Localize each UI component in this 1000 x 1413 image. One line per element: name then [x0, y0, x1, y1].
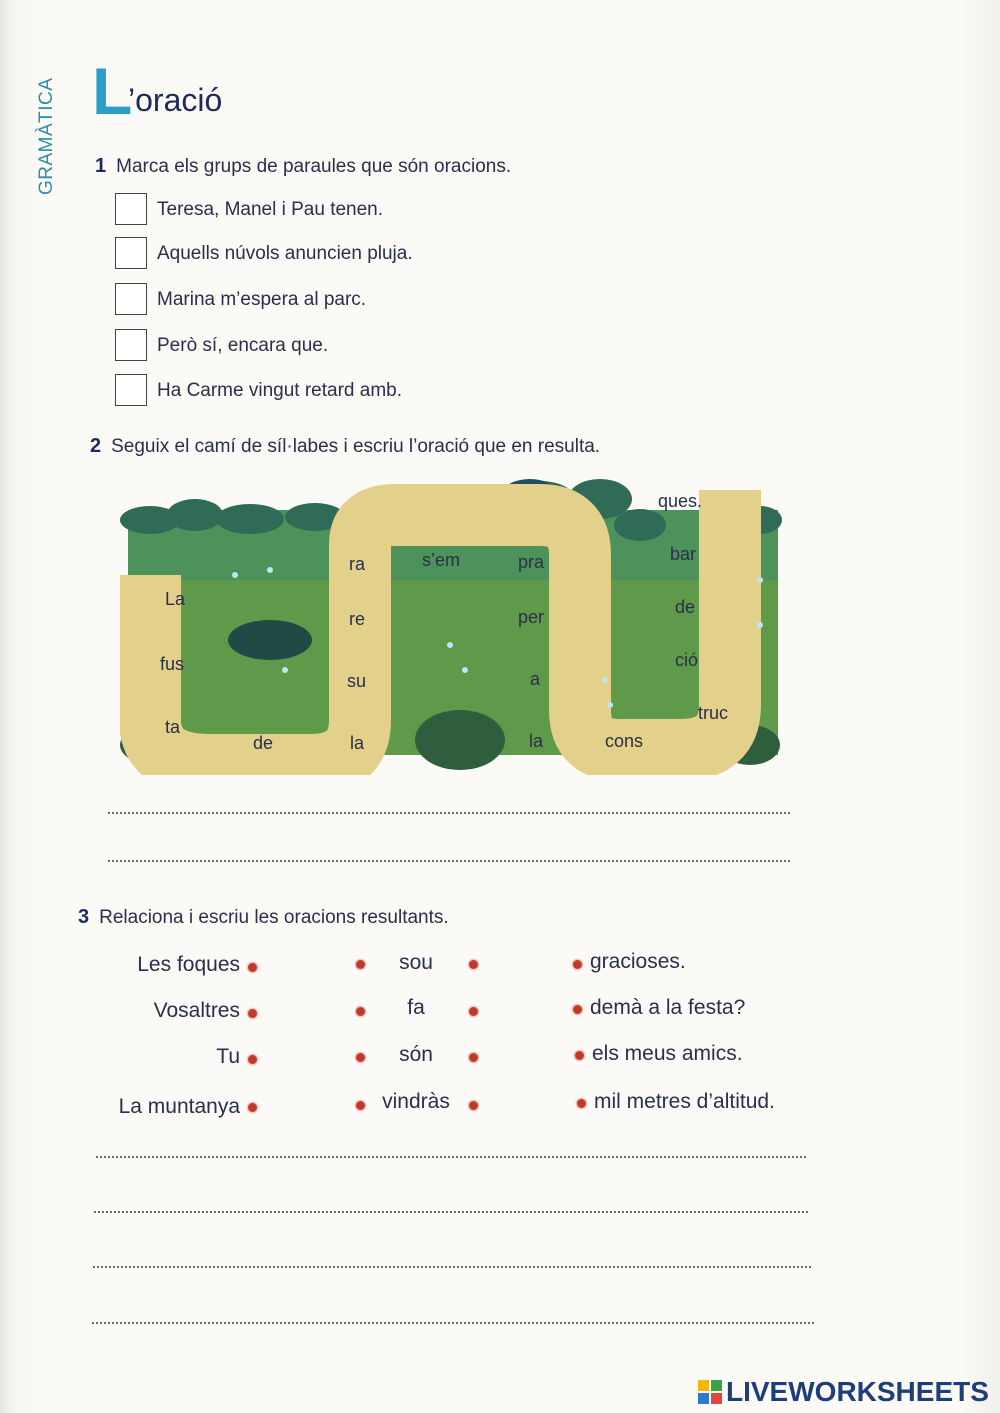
verb-right-dot-3[interactable] — [469, 1053, 478, 1062]
exercise-1-number: 1 — [95, 155, 107, 177]
syllable-fus: fus — [160, 654, 185, 674]
subject-4: La muntanya — [118, 1095, 240, 1118]
syllable-sem: s’em — [422, 550, 461, 570]
title-rest: ’oració — [128, 82, 223, 118]
complement-dot-4[interactable] — [577, 1099, 586, 1108]
option-1-text: Teresa, Manel i Pau tenen. — [157, 199, 384, 220]
exercise-3-instruction — [78, 906, 449, 929]
answer-line-3b[interactable] — [94, 1211, 808, 1213]
syllable-per: per — [518, 607, 545, 627]
checkbox-1[interactable] — [115, 193, 147, 225]
checkbox-3[interactable] — [115, 283, 147, 315]
checkbox-4[interactable] — [115, 329, 147, 361]
verb-1: sou — [399, 951, 433, 974]
subject-dot-2[interactable] — [248, 1009, 257, 1018]
syllable-ta: ta — [165, 717, 181, 737]
syllable-de-1: de — [253, 733, 274, 753]
answer-line-3d[interactable] — [92, 1322, 814, 1324]
verb-2: fa — [407, 996, 425, 1019]
title-initial: L — [92, 54, 133, 128]
option-3-text: Marina m’espera al parc. — [157, 289, 367, 310]
answer-line-2a[interactable] — [108, 812, 790, 814]
syllable-la-2: la — [350, 733, 365, 753]
complement-1: gracioses. — [590, 950, 686, 973]
option-2-text: Aquells núvols anuncien pluja. — [157, 243, 413, 264]
complement-3: els meus amics. — [592, 1042, 743, 1065]
syllable-bar: bar — [670, 544, 697, 564]
subject-1: Les foques — [137, 953, 240, 976]
syllable-pra: pra — [518, 552, 545, 572]
checkbox-5[interactable] — [115, 374, 147, 406]
syllable-re: re — [349, 609, 366, 629]
exercise-2-instruction — [90, 435, 600, 458]
syllable-ques: ques. — [658, 491, 703, 511]
brand-name: LIVEWORKSHEETS — [726, 1376, 989, 1407]
syllable-maze — [120, 475, 790, 775]
verb-3: són — [399, 1043, 433, 1066]
syllable-truc: truc — [698, 703, 729, 723]
option-5-text: Ha Carme vingut retard amb. — [157, 380, 402, 401]
syllable-cons: cons — [605, 731, 644, 751]
answer-line-2b[interactable] — [108, 860, 790, 862]
exercise-2-number: 2 — [90, 435, 102, 457]
verb-left-dot-2[interactable] — [356, 1007, 365, 1016]
exercise-1-instruction — [95, 155, 511, 178]
answer-line-3c[interactable] — [93, 1266, 811, 1268]
complement-dot-2[interactable] — [573, 1005, 582, 1014]
exercise-3-number: 3 — [78, 906, 90, 928]
answer-line-3a[interactable] — [96, 1156, 806, 1158]
subject-3: Tu — [216, 1045, 240, 1068]
subject-2: Vosaltres — [153, 999, 240, 1022]
complement-dot-3[interactable] — [575, 1051, 584, 1060]
option-4-text: Però sí, encara que. — [157, 335, 329, 356]
syllable-la: La — [165, 589, 186, 609]
verb-right-dot-2[interactable] — [469, 1007, 478, 1016]
complement-2: demà a la festa? — [590, 996, 746, 1019]
maze-pond — [228, 620, 312, 660]
syllable-de-2: de — [675, 597, 696, 617]
subject-dot-4[interactable] — [248, 1103, 257, 1112]
verb-left-dot-1[interactable] — [356, 960, 365, 969]
subject-dot-3[interactable] — [248, 1055, 257, 1064]
exercise-2-text: Seguix el camí de síl·labes i escriu l’oració que en resulta. — [111, 436, 601, 457]
syllable-su: su — [347, 671, 367, 691]
complement-4: mil metres d’altitud. — [594, 1090, 775, 1113]
verb-right-dot-4[interactable] — [469, 1101, 478, 1110]
complement-dot-1[interactable] — [573, 960, 582, 969]
maze-bush-center — [415, 710, 505, 770]
verb-left-dot-3[interactable] — [356, 1053, 365, 1062]
syllable-cio: ció — [675, 650, 699, 670]
syllable-a: a — [530, 669, 541, 689]
verb-left-dot-4[interactable] — [356, 1101, 365, 1110]
syllable-ra: ra — [349, 554, 366, 574]
verb-4: vindràs — [382, 1090, 450, 1113]
subject-dot-1[interactable] — [248, 963, 257, 972]
exercise-3-text: Relaciona i escriu les oracions resultants. — [99, 907, 449, 928]
brand-logo-icon — [698, 1380, 722, 1404]
checkbox-2[interactable] — [115, 237, 147, 269]
syllable-la-3: la — [529, 731, 544, 751]
section-label: GRAMÀTICA — [36, 77, 57, 195]
verb-right-dot-1[interactable] — [469, 960, 478, 969]
exercise-1-text: Marca els grups de paraules que són oracions. — [116, 156, 512, 177]
